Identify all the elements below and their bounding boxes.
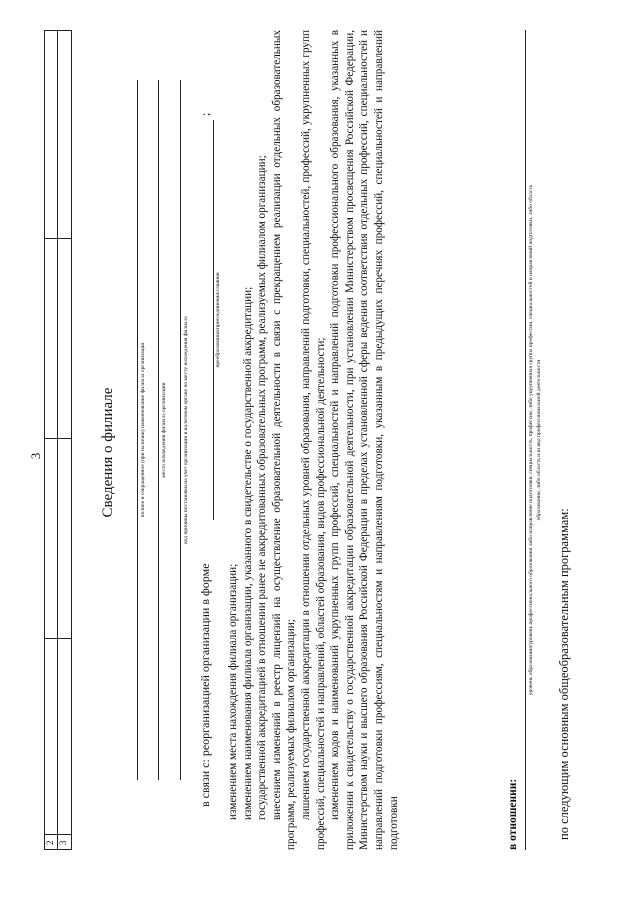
- relation-line: [525, 30, 526, 850]
- branch-location-line: [158, 80, 159, 780]
- reorg-form-line: [213, 120, 214, 520]
- relation-caption-1: уровень образования/уровень профессионального образования либо направление подготовки, специальность, профессия, либо укрупненная группа профессии, специальностей и направлений подготовки, либо область: [528, 184, 534, 696]
- branch-kpp-caption: код причины постановки на учет организации в налоговом органе по месту нахождения филиала: [183, 316, 189, 544]
- table-cell-number: 3: [58, 840, 68, 845]
- reason-item: лишением государственной аккредитации в отношении отдельных уровней образования, направлений подготовки, специальностей, профессий, укрупненных групп профессий, специальностей и направлений, областей образования, видов профессиональной деятельности;: [299, 30, 327, 850]
- general-programs-line: по следующим основным общеобразовательным программам:: [557, 508, 571, 840]
- reorg-line-tail: ;: [198, 112, 212, 119]
- section-title: Сведения о филиале: [100, 387, 116, 518]
- reorg-line-label: в связи с: реорганизацией организации в форме: [198, 563, 212, 807]
- table-row: [58, 31, 71, 849]
- page-number: 3: [28, 452, 43, 460]
- reason-item: изменением кодов и наименований укрупненных групп профессий, специальностей и направлений подготовки профессионального образования, указанных в приложении к свидетельству о государственной аккредитации образовательной деятельности, при установлении Министерством просвещения Российской Федерации, Министерством науки и высшего образования Российской Федерации в пределах установленной сферы ведения соответствия отдельных профессий, специальностей и направлений подготовки профессиям, специальностям и направлениям подготовки, указанным в предыдущих перечнях профессий, специальностей и направлений подготовки: [329, 30, 400, 850]
- reasons-list: [226, 30, 401, 850]
- reason-item: государственной аккредитацией в отношении ранее не аккредитованных образовательных программ, реализуемых филиалом организации;: [256, 155, 269, 820]
- table-cell-number: 2: [45, 840, 55, 845]
- reason-item: изменением места нахождения филиала организации;: [227, 563, 239, 820]
- branch-location-caption: место нахождения филиала организации: [161, 382, 167, 478]
- reason-item: изменением наименования филиала организации, указанного в свидетельстве о государственной аккредитации;: [241, 286, 254, 820]
- table-row: [45, 31, 58, 849]
- relation-caption-2: образования, либо область или вид профессиональной деятельности: [536, 359, 542, 521]
- reorg-form-caption: преобразования/присоединения/слияния: [215, 272, 221, 368]
- branch-kpp-line: [180, 80, 181, 780]
- relation-label: в отношении:: [507, 778, 519, 850]
- branch-name-caption: полное и сокращенное (при наличии) наименование филиала организации: [140, 342, 146, 518]
- reason-item: внесением изменений в реестр лицензий на осуществление образовательной деятельности в связи с прекращением реализации отдельных образовательных программ, реализуемых филиалом организации;: [270, 30, 298, 850]
- header-table: [44, 30, 72, 850]
- branch-name-line: [137, 80, 138, 780]
